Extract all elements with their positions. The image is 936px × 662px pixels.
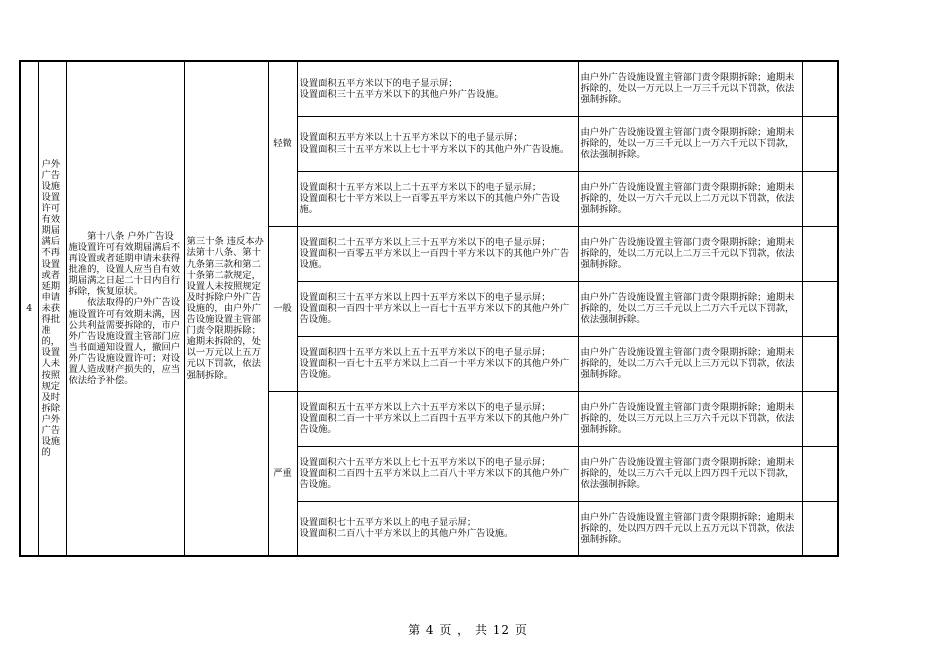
circumstance-cell: 设置面积七十五平方米以上的电子显示屏； 设置面积二百八十平方米以上的其他户外广告设施。: [297, 501, 578, 556]
remarks-cell: [802, 226, 838, 281]
violation-item: 户外广告设施设置许可有效期届满后不再设置或者延期申请未获得批准的，设置人未按照规定及时拆除户外广告设施的: [38, 61, 66, 556]
remarks-cell: [802, 116, 838, 171]
standard-cell: 由户外广告设施设置主管部门责令限期拆除；逾期未拆除的，处以三万元以上三万六千元以下罚款，依法强制拆除。: [578, 391, 802, 446]
remarks-cell: [802, 446, 838, 501]
remarks-cell: [802, 171, 838, 226]
penalty-provision: 第三十条 违反本办法第十八条、第十九条第三款和第二十条第二款规定，设置人未按照规定及时拆除户外广告设施的，由户外广告设施设置主管部门责令限期拆除；逾期未拆除的，处以一万元以上五万元以下罚款，依法强制拆除。: [184, 61, 268, 556]
standard-cell: 由户外广告设施设置主管部门责令限期拆除；逾期未拆除的，处以二万元以上二万三千元以下罚款，依法强制拆除。: [578, 226, 802, 281]
circumstance-cell: 设置面积六十五平方米以上七十五平方米以下的电子显示屏； 设置面积二百四十五平方米以上二百八十平方米以下的其他户外广告设施。: [297, 446, 578, 501]
standard-cell: 由户外广告设施设置主管部门责令限期拆除；逾期未拆除的，处以二万三千元以上二万六千元以下罚款，依法强制拆除。: [578, 281, 802, 336]
grade-light: 轻微: [268, 61, 297, 226]
standard-cell: 由户外广告设施设置主管部门责令限期拆除；逾期未拆除的，处以一万三千元以上一万六千元以下罚款，依法强制拆除。: [578, 116, 802, 171]
legal-basis: [66, 61, 184, 556]
legal-basis-paragraph-2: 依法取得的户外广告设施设置许可有效期未满，因公共利益需要拆除的，市户外广告设施设置主管部门应当书面通知设置人，撤回户外广告设施设置许可；对设置人造成财产损失的，应当依法给予补偿。: [68, 297, 181, 387]
remarks-cell: [802, 61, 838, 116]
standard-cell: 由户外广告设施设置主管部门责令限期拆除；逾期未拆除的，处以三万六千元以上四万四千元以下罚款，依法强制拆除。: [578, 446, 802, 501]
standard-cell: 由户外广告设施设置主管部门责令限期拆除；逾期未拆除的，处以一万六千元以上二万元以下罚款，依法强制拆除。: [578, 171, 802, 226]
grade-general: 一般: [268, 226, 297, 391]
grade-severe: 严重: [268, 391, 297, 556]
standard-cell: 由户外广告设施设置主管部门责令限期拆除；逾期未拆除的，处以四万四千元以上五万元以下罚款，依法强制拆除。: [578, 501, 802, 556]
remarks-cell: [802, 281, 838, 336]
circumstance-cell: 设置面积五平方米以上十五平方米以下的电子显示屏； 设置面积三十五平方米以上七十平方米以下的其他户外广告设施。: [297, 116, 578, 171]
circumstance-cell: 设置面积五十五平方米以上六十五平方米以下的电子显示屏； 设置面积二百一十平方米以上二百四十五平方米以下的其他户外广告设施。: [297, 391, 578, 446]
circumstance-cell: 设置面积十五平方米以上二十五平方米以下的电子显示屏； 设置面积七十平方米以上一百零五平方米以下的其他户外广告设施。: [297, 171, 578, 226]
remarks-cell: [802, 501, 838, 556]
standard-cell: 由户外广告设施设置主管部门责令限期拆除；逾期未拆除的，处以一万元以上一万三千元以下罚款，依法强制拆除。: [578, 61, 802, 116]
circumstance-cell: 设置面积三十五平方米以上四十五平方米以下的电子显示屏； 设置面积一百四十平方米以上一百七十五平方米以下的其他户外广告设施。: [297, 281, 578, 336]
table-row: [20, 61, 838, 116]
circumstance-cell: 设置面积四十五平方米以上五十五平方米以下的电子显示屏； 设置面积一百七十五平方米以上二百一十平方米以下的其他户外广告设施。: [297, 336, 578, 391]
remarks-cell: [802, 336, 838, 391]
circumstance-cell: 设置面积五平方米以下的电子显示屏； 设置面积三十五平方米以下的其他户外广告设施。: [297, 61, 578, 116]
standard-cell: 由户外广告设施设置主管部门责令限期拆除；逾期未拆除的，处以二万六千元以上三万元以下罚款，依法强制拆除。: [578, 336, 802, 391]
penalty-discretion-table: [19, 60, 839, 557]
page-footer: 第 4 页 ， 共 12 页: [408, 623, 528, 637]
circumstance-cell: 设置面积二十五平方米以上三十五平方米以下的电子显示屏； 设置面积一百零五平方米以上一百四十平方米以下的其他户外广告设施。: [297, 226, 578, 281]
row-number: 4: [20, 61, 38, 556]
legal-basis-paragraph-1: 第十八条 户外广告设施设置许可有效期届满后不再设置或者延期申请未获得批准的，设置人应当自有效期届满之日起二十日内自行拆除，恢复原状。: [68, 230, 181, 298]
remarks-cell: [802, 391, 838, 446]
